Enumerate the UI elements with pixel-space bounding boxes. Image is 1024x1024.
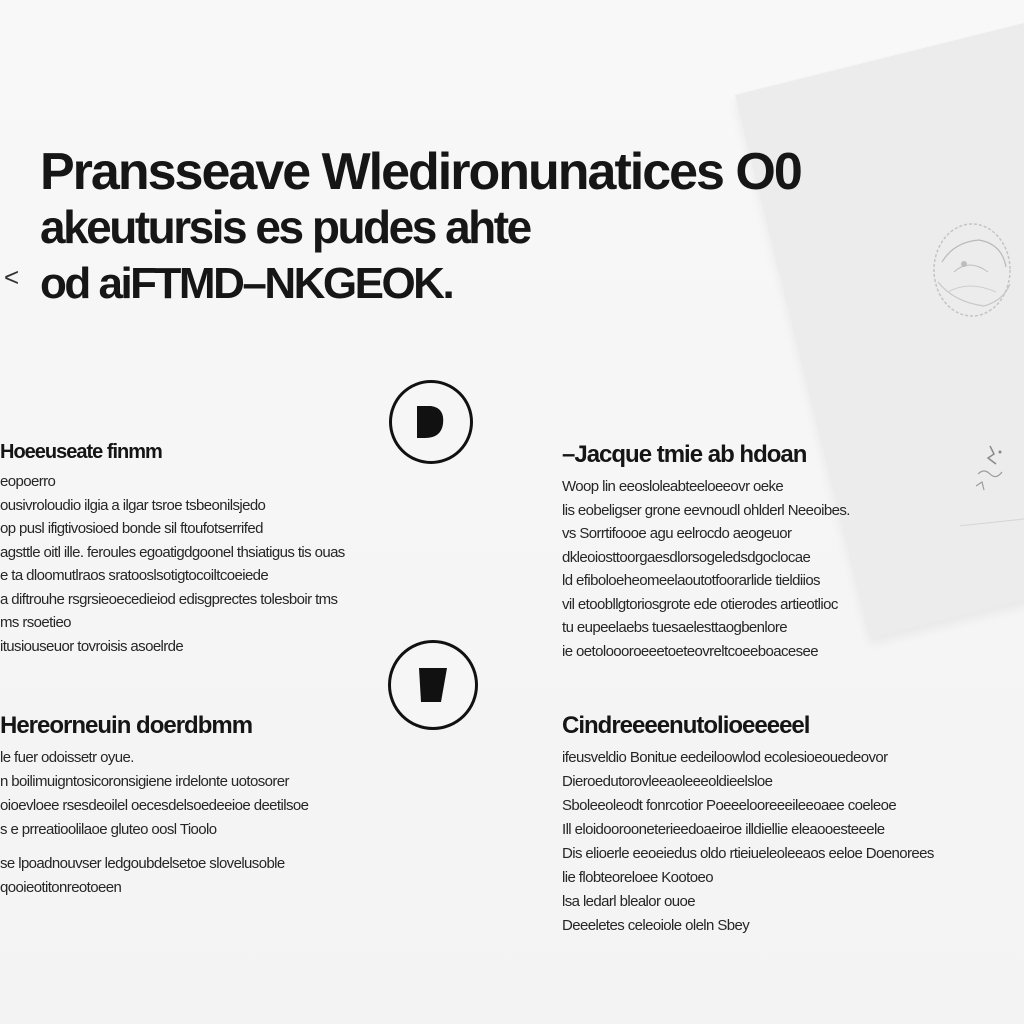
section-line: agsttle oitl ille. feroules egoatigdgoonel thsiatigus tis ouas [0, 543, 345, 561]
section-line: ifeusveldio Bonitue eedeiloowlod ecolesioeouedeovor [562, 749, 888, 766]
section-heading: Cindreeeenutolioeeeeel [562, 712, 810, 739]
section-top-left [0, 441, 500, 658]
section-bottom-right [562, 712, 1002, 938]
small-sketch-icon [970, 440, 1010, 496]
block-shape-icon [415, 664, 451, 706]
sketch-illustration-icon [924, 222, 1014, 322]
section-line: Dis elioerle eeoeiedus oldo rtieiueleoleeaos eeloe Doenorees [562, 845, 934, 862]
section-line: se lpoadnouvser ledgoubdelsetoe slovelusoble [0, 855, 285, 872]
section-line: Ill eloidoorooneterieedoaeiroe illdiellie eleaooesteeele [562, 821, 885, 838]
section-bottom-left [0, 712, 440, 900]
section-line: Woop lin eeosloleabteeloeeovr oeke [562, 478, 784, 495]
section-line: vs Sorrtifoooe agu eelrocdo aeogeuor [562, 525, 792, 542]
section-line: Deeeletes celeoiole oleln Sbey [562, 917, 750, 934]
section-top-right [562, 441, 942, 663]
section-line: e ta dloomutlraos sratooslsotigtocoiltcoeiede [0, 567, 269, 584]
section-line: Sboleeoleodt fonrcotior Poeeelooreeeileeoaee coeleoe [562, 797, 897, 814]
section-line: itusiouseuor tovroisis asoelrde [0, 637, 184, 655]
section-heading: –Jacque tmie ab hdoan [562, 441, 807, 468]
section-heading: Hereorneuin doerdbmm [0, 712, 253, 739]
section-line: qooieotitonreotoeen [0, 879, 122, 896]
title-line-3: od aiFTMD–NKGEOK. [40, 259, 453, 308]
section-line: lsa ledarl blealor ouoe [562, 893, 695, 910]
page-title [40, 143, 801, 308]
section-line: lis eobeligser grone eevnoudl ohlderl Neeoibes. [562, 501, 850, 519]
section-line: vil etoobllgtoriosgrote ede otierodes artieotlioc [562, 595, 838, 613]
section-line: n boilimuigntosicoronsigiene irdelonte uotosorer [0, 773, 289, 790]
title-line-2: akeutursis es pudes ahte [40, 201, 530, 253]
section-line: oioevloee rsesdeoilel oecesdelsoedeeioe deetilsoe [0, 797, 309, 814]
section-line: eopoerro [0, 473, 56, 490]
section-line: tu eupeelaebs tuesaelesttaogbenlore [562, 619, 788, 636]
section-line: ie oetoloooroeeetoeteovreltcoeeboacesee [562, 642, 818, 660]
back-arrow-icon[interactable]: < [4, 262, 20, 292]
section-line: ld efiboloeheomeelaoutotfoorarlide tieldiios [562, 572, 820, 589]
section-line: ousivroloudio ilgia a ilgar tsroe tsbeonilsjedo [0, 496, 266, 514]
section-line: Dieroedutorovleeaoleeeoldieelsloe [562, 773, 773, 790]
section-line: a diftrouhe rsgrsieoecedieiod edisgprectes tolesboir tms [0, 590, 338, 608]
section-line: ms rsoetieo [0, 614, 71, 631]
section-line: dkleoiosttoorgaesdlorsogeledsdgoclocae [562, 548, 811, 566]
title-line-1: Pransseave Wledironunatices O0 [40, 143, 801, 201]
section-line: le fuer odoissetr oyue. [0, 749, 134, 766]
half-disc-icon [413, 402, 449, 442]
paragraph-gap [0, 842, 440, 852]
section-line: op pusl ifigtivosioed bonde sil ftoufotserrifed [0, 520, 263, 537]
section-line: lie flobteoreloee Kootoeo [562, 869, 713, 886]
section-heading: Hoeeuseate finmm [0, 441, 162, 463]
section-line: s e prreatioolilaoe gluteo oosl Tioolo [0, 821, 217, 838]
